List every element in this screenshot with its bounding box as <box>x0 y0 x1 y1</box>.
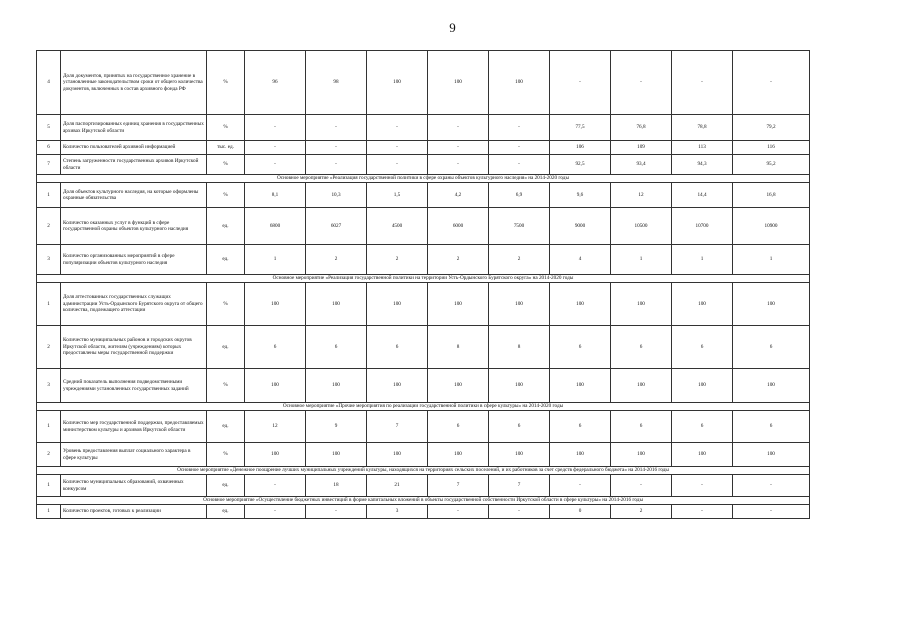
row-number-cell: 1 <box>37 411 61 443</box>
value-cell: - <box>733 51 810 115</box>
indicator-name-cell: Количество оказанных услуг в функций в сфере государственной охраны объектов культурного наследия <box>61 208 207 245</box>
value-cell: 12 <box>611 183 672 208</box>
unit-cell: ед. <box>207 505 245 519</box>
value-cell: 93,4 <box>611 155 672 175</box>
row-number-cell: 1 <box>37 283 61 326</box>
section-header-row <box>37 175 810 183</box>
value-cell: 6027 <box>306 208 367 245</box>
value-cell: 100 <box>367 443 428 467</box>
value-cell: 100 <box>550 443 611 467</box>
section-header-row <box>37 497 810 505</box>
value-cell: 100 <box>428 283 489 326</box>
value-cell: 116 <box>733 141 810 155</box>
value-cell: 95,2 <box>733 155 810 175</box>
page-number: 9 <box>449 20 456 35</box>
value-cell: 7 <box>489 475 550 497</box>
value-cell: - <box>550 51 611 115</box>
value-cell: 9000 <box>550 208 611 245</box>
indicator-name-cell: Доля документов, принятых на государственное хранение в установленные законодательством сроки от общего количества документов, включенных в состав архивного фонда РФ <box>61 51 207 115</box>
value-cell: 100 <box>733 369 810 403</box>
value-cell: 100 <box>611 369 672 403</box>
indicator-name-cell: Количество проектов, готовых к реализации <box>61 505 207 519</box>
value-cell: - <box>733 475 810 497</box>
value-cell: 6 <box>306 326 367 369</box>
value-cell: - <box>550 475 611 497</box>
row-number-cell: 2 <box>37 208 61 245</box>
value-cell: 96 <box>245 51 306 115</box>
value-cell: 100 <box>672 283 733 326</box>
value-cell: - <box>672 505 733 519</box>
section-header-row <box>37 403 810 411</box>
section-title: Основное мероприятие «Денежное поощрение лучших муниципальных учреждений культуры, находящихся на территориях сельских поселений, и их работников за счет средств федерального бюджета» на 2014-2016 годы <box>37 467 810 475</box>
section-header-row <box>37 467 810 475</box>
value-cell: - <box>428 141 489 155</box>
table-row <box>37 208 810 245</box>
value-cell: 100 <box>672 369 733 403</box>
value-cell: 18 <box>306 475 367 497</box>
indicator-name-cell: Доля паспортизированных единиц хранения в государственных архивах Иркутской области <box>61 115 207 141</box>
row-number-cell: 6 <box>37 141 61 155</box>
row-number-cell: 1 <box>37 505 61 519</box>
value-cell: 10900 <box>733 208 810 245</box>
value-cell: 113 <box>672 141 733 155</box>
value-cell: 8,1 <box>245 183 306 208</box>
value-cell: 100 <box>672 443 733 467</box>
value-cell: - <box>245 505 306 519</box>
value-cell: 100 <box>245 283 306 326</box>
value-cell: 2 <box>428 245 489 275</box>
value-cell: 100 <box>611 443 672 467</box>
unit-cell: ед. <box>207 411 245 443</box>
value-cell: 100 <box>489 51 550 115</box>
value-cell: 100 <box>306 443 367 467</box>
value-cell: 100 <box>428 369 489 403</box>
value-cell: 100 <box>733 283 810 326</box>
value-cell: - <box>245 141 306 155</box>
indicator-name-cell: Степень загруженности государственных архивов Иркутской области <box>61 155 207 175</box>
value-cell: 6 <box>672 411 733 443</box>
unit-cell: ед. <box>207 475 245 497</box>
value-cell: 77,5 <box>550 115 611 141</box>
table-row <box>37 369 810 403</box>
table-row <box>37 141 810 155</box>
section-title: Основное мероприятие «Реализация государственной политики на территории Усть-Ордынского Бурятского округа» на 2014-2020 годы <box>37 275 810 283</box>
value-cell: 12 <box>245 411 306 443</box>
value-cell: 14,4 <box>672 183 733 208</box>
section-title: Основное мероприятие «Прочие мероприятия по реализации государственной политики в сфере культуры» на 2014-2020 годы <box>37 403 810 411</box>
value-cell: 9 <box>306 411 367 443</box>
value-cell: 8 <box>489 326 550 369</box>
value-cell: 2 <box>611 505 672 519</box>
value-cell: - <box>367 115 428 141</box>
value-cell: 6000 <box>428 208 489 245</box>
value-cell: 100 <box>245 369 306 403</box>
table-row <box>37 283 810 326</box>
value-cell: 94,3 <box>672 155 733 175</box>
value-cell: 1 <box>733 245 810 275</box>
value-cell: 100 <box>428 51 489 115</box>
value-cell: 100 <box>611 283 672 326</box>
value-cell: 4500 <box>367 208 428 245</box>
value-cell: 7 <box>428 475 489 497</box>
value-cell: 16,8 <box>733 183 810 208</box>
unit-cell: % <box>207 51 245 115</box>
table-row <box>37 411 810 443</box>
value-cell: 7500 <box>489 208 550 245</box>
unit-cell: % <box>207 183 245 208</box>
unit-cell: % <box>207 443 245 467</box>
value-cell: 10,3 <box>306 183 367 208</box>
value-cell: 2 <box>367 245 428 275</box>
value-cell: 6 <box>611 411 672 443</box>
value-cell: 106 <box>550 141 611 155</box>
value-cell: 6 <box>550 326 611 369</box>
value-cell: 1,5 <box>367 183 428 208</box>
indicator-name-cell: Количество пользователей архивной информацией <box>61 141 207 155</box>
indicator-name-cell: Средний показатель выполнения подведомственными учреждениями установленных государственных заданий <box>61 369 207 403</box>
value-cell: 100 <box>733 443 810 467</box>
value-cell: - <box>428 115 489 141</box>
value-cell: 100 <box>489 443 550 467</box>
unit-cell: ед. <box>207 245 245 275</box>
value-cell: 3 <box>367 505 428 519</box>
value-cell: 6 <box>245 326 306 369</box>
value-cell: 100 <box>550 283 611 326</box>
value-cell: - <box>306 141 367 155</box>
value-cell: - <box>306 505 367 519</box>
table-row <box>37 51 810 115</box>
value-cell: 6,9 <box>489 183 550 208</box>
row-number-cell: 1 <box>37 475 61 497</box>
unit-cell: ед. <box>207 208 245 245</box>
value-cell: - <box>672 51 733 115</box>
table-row <box>37 505 810 519</box>
value-cell: 9,6 <box>550 183 611 208</box>
value-cell: 79,2 <box>733 115 810 141</box>
value-cell: 98 <box>306 51 367 115</box>
value-cell: 100 <box>367 369 428 403</box>
table-row <box>37 245 810 275</box>
value-cell: 100 <box>489 369 550 403</box>
value-cell: 6 <box>733 411 810 443</box>
value-cell: 6 <box>489 411 550 443</box>
indicators-table <box>36 50 810 519</box>
value-cell: - <box>367 141 428 155</box>
row-number-cell: 1 <box>37 183 61 208</box>
row-number-cell: 3 <box>37 245 61 275</box>
value-cell: 76,8 <box>611 115 672 141</box>
value-cell: - <box>245 475 306 497</box>
row-number-cell: 7 <box>37 155 61 175</box>
value-cell: - <box>611 51 672 115</box>
value-cell: 10700 <box>672 208 733 245</box>
value-cell: - <box>306 115 367 141</box>
table-row <box>37 183 810 208</box>
value-cell: 0 <box>550 505 611 519</box>
value-cell: - <box>367 155 428 175</box>
row-number-cell: 2 <box>37 326 61 369</box>
table-row <box>37 475 810 497</box>
unit-cell: % <box>207 155 245 175</box>
value-cell: 7 <box>367 411 428 443</box>
indicator-name-cell: Доля аттестованных государственных служащих администрации Усть-Ордынского Бурятского округа от общего количества, подлежащего аттестации <box>61 283 207 326</box>
value-cell: 109 <box>611 141 672 155</box>
value-cell: - <box>672 475 733 497</box>
value-cell: 8 <box>428 326 489 369</box>
value-cell: 1 <box>672 245 733 275</box>
value-cell: 1 <box>245 245 306 275</box>
value-cell: - <box>306 155 367 175</box>
row-number-cell: 2 <box>37 443 61 467</box>
value-cell: 78,8 <box>672 115 733 141</box>
value-cell: 6800 <box>245 208 306 245</box>
unit-cell: ед. <box>207 326 245 369</box>
value-cell: 21 <box>367 475 428 497</box>
row-number-cell: 5 <box>37 115 61 141</box>
value-cell: 6 <box>611 326 672 369</box>
value-cell: 6 <box>672 326 733 369</box>
value-cell: 6 <box>428 411 489 443</box>
value-cell: 6 <box>367 326 428 369</box>
indicator-name-cell: Уровень предоставления выплат социального характера в сфере культуры <box>61 443 207 467</box>
value-cell: - <box>489 155 550 175</box>
value-cell: 4 <box>550 245 611 275</box>
section-title: Основное мероприятие «Осуществление бюджетных инвестиций в форме капитальных вложений в объекты государственной собственности Иркутской области в сфере культуры» на 2014-2016 годы <box>37 497 810 505</box>
section-header-row <box>37 275 810 283</box>
value-cell: 100 <box>428 443 489 467</box>
indicator-name-cell: Доля объектов культурного наследия, на которые оформлены охранные обязательства <box>61 183 207 208</box>
table-row <box>37 326 810 369</box>
value-cell: - <box>733 505 810 519</box>
section-title: Основное мероприятие «Реализация государственной политики в сфере охраны объектов культурного наследия» на 2014-2020 годы <box>37 175 810 183</box>
value-cell: 10500 <box>611 208 672 245</box>
indicator-name-cell: Количество организованных мероприятий в сфере популяризации объектов культурного наследия <box>61 245 207 275</box>
value-cell: - <box>245 115 306 141</box>
value-cell: 6 <box>550 411 611 443</box>
value-cell: - <box>428 155 489 175</box>
value-cell: - <box>611 475 672 497</box>
value-cell: 1 <box>611 245 672 275</box>
value-cell: 100 <box>306 283 367 326</box>
row-number-cell: 3 <box>37 369 61 403</box>
value-cell: 6 <box>733 326 810 369</box>
value-cell: 100 <box>367 283 428 326</box>
value-cell: - <box>489 115 550 141</box>
table-row <box>37 155 810 175</box>
value-cell: - <box>489 505 550 519</box>
value-cell: 100 <box>245 443 306 467</box>
unit-cell: % <box>207 115 245 141</box>
value-cell: 4,2 <box>428 183 489 208</box>
value-cell: - <box>489 141 550 155</box>
indicator-name-cell: Количество муниципальных образований, охваченных конкурсом <box>61 475 207 497</box>
table-row <box>37 115 810 141</box>
value-cell: 2 <box>489 245 550 275</box>
row-number-cell: 4 <box>37 51 61 115</box>
value-cell: 100 <box>489 283 550 326</box>
table-row <box>37 443 810 467</box>
indicator-name-cell: Количество мер государственной поддержки, предоставляемых министерством культуры и архивов Иркутской области <box>61 411 207 443</box>
unit-cell: тыс. ед. <box>207 141 245 155</box>
value-cell: 100 <box>306 369 367 403</box>
indicator-name-cell: Количество муниципальных районов и городских округов Иркутской области, жителям (учреждениям) которых предоставлены меры государственной поддержки <box>61 326 207 369</box>
value-cell: 92,5 <box>550 155 611 175</box>
unit-cell: % <box>207 369 245 403</box>
value-cell: - <box>245 155 306 175</box>
value-cell: 100 <box>367 51 428 115</box>
unit-cell: % <box>207 283 245 326</box>
value-cell: - <box>428 505 489 519</box>
value-cell: 2 <box>306 245 367 275</box>
value-cell: 100 <box>550 369 611 403</box>
